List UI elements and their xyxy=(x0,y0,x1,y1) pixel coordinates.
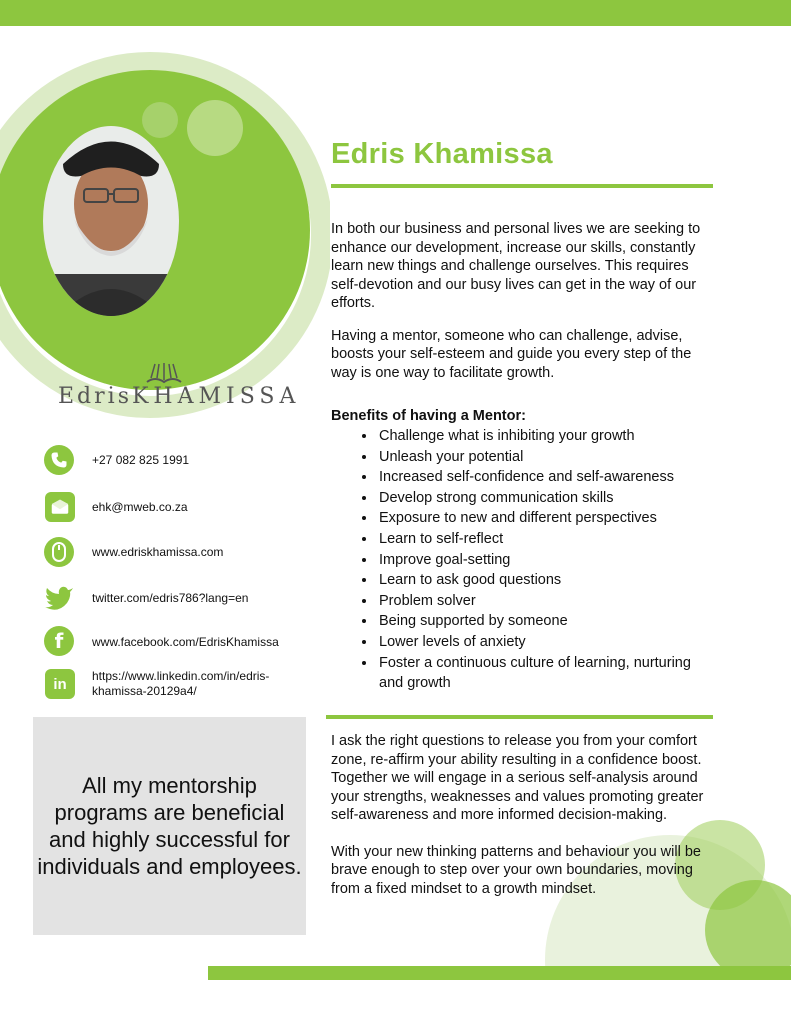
twitter-icon xyxy=(44,583,74,613)
open-book-icon xyxy=(145,362,183,384)
list-item: • Problem solver xyxy=(377,591,716,612)
profile-photo xyxy=(41,124,181,319)
closing-paragraph-2: With your new thinking patterns and behaviour you will be brave enough to step over your own boundaries, moving from a fixed mindset to a growth mindset. xyxy=(331,843,701,897)
list-item: • Learn to ask good questions xyxy=(377,570,716,591)
list-item: • Foster a continuous culture of learning, nurturing and growth xyxy=(377,653,716,694)
twitter-link[interactable]: twitter.com/edris786?lang=en xyxy=(92,591,249,605)
quote-text: All my mentorship programs are beneficial and highly successful for individuals and employees. xyxy=(37,773,302,879)
quote-box xyxy=(33,717,306,935)
benefits-section xyxy=(331,408,716,694)
bottom-accent-bar xyxy=(208,966,791,980)
list-item: • Improve goal-setting xyxy=(377,550,716,571)
list-item: • Develop strong communication skills xyxy=(377,488,716,509)
list-item: • Learn to self-reflect xyxy=(377,529,716,550)
closing-paragraph-1: I ask the right questions to release you from your comfort zone, re-affirm your ability resulting in a confidence boost. Together we will engage in a serious self-analysis around your strengths, weaknesses and values promoting greater self-awareness and more informed decision-making. xyxy=(331,733,704,823)
intro-paragraph-2: Having a mentor, someone who can challenge, advise, boosts your self-esteem and guide you every step of the way is one way to facilitate growth. xyxy=(331,327,692,381)
email-icon xyxy=(45,492,75,522)
list-item: • Exposure to new and different perspectives xyxy=(377,508,716,529)
logo-last: KHAMISSA xyxy=(132,384,301,409)
top-accent-bar xyxy=(0,0,791,26)
logo-first: Edris xyxy=(58,384,132,409)
phone-text[interactable]: +27 082 825 1991 xyxy=(92,453,190,467)
benefits-title: Benefits of having a Mentor: xyxy=(331,408,526,424)
title-underline xyxy=(331,184,713,188)
list-item: • Being supported by someone xyxy=(377,611,716,632)
facebook-link[interactable]: www.facebook.com/EdrisKhamissa xyxy=(92,635,279,649)
list-item: • Unleash your potential xyxy=(377,447,716,468)
closing-section xyxy=(331,732,716,898)
phone-icon xyxy=(44,445,74,475)
list-item: • Challenge what is inhibiting your growth xyxy=(377,426,716,447)
intro-paragraph-1: In both our business and personal lives we are seeking to enhance our development, increase our skills, constantly learn new things and challenge ourselves. This requires self-devotion and our busy lives can get in the way of our efforts. xyxy=(331,221,701,311)
facebook-icon: f xyxy=(44,626,74,656)
list-item: • Increased self-confidence and self-awareness xyxy=(377,467,716,488)
linkedin-icon: in xyxy=(45,669,75,699)
linkedin-link[interactable]: https://www.linkedin.com/in/edris-khamissa-20129a4/ xyxy=(92,669,270,698)
mouse-icon xyxy=(44,537,74,567)
list-item: • Lower levels of anxiety xyxy=(377,632,716,653)
logo-wordmark xyxy=(58,384,300,409)
section-divider xyxy=(326,715,713,719)
page-title: Edris Khamissa xyxy=(331,138,553,170)
email-text[interactable]: ehk@mweb.co.za xyxy=(92,500,188,514)
benefits-list xyxy=(331,426,716,694)
website-link[interactable]: www.edriskhamissa.com xyxy=(92,545,224,559)
intro-section xyxy=(331,220,716,382)
